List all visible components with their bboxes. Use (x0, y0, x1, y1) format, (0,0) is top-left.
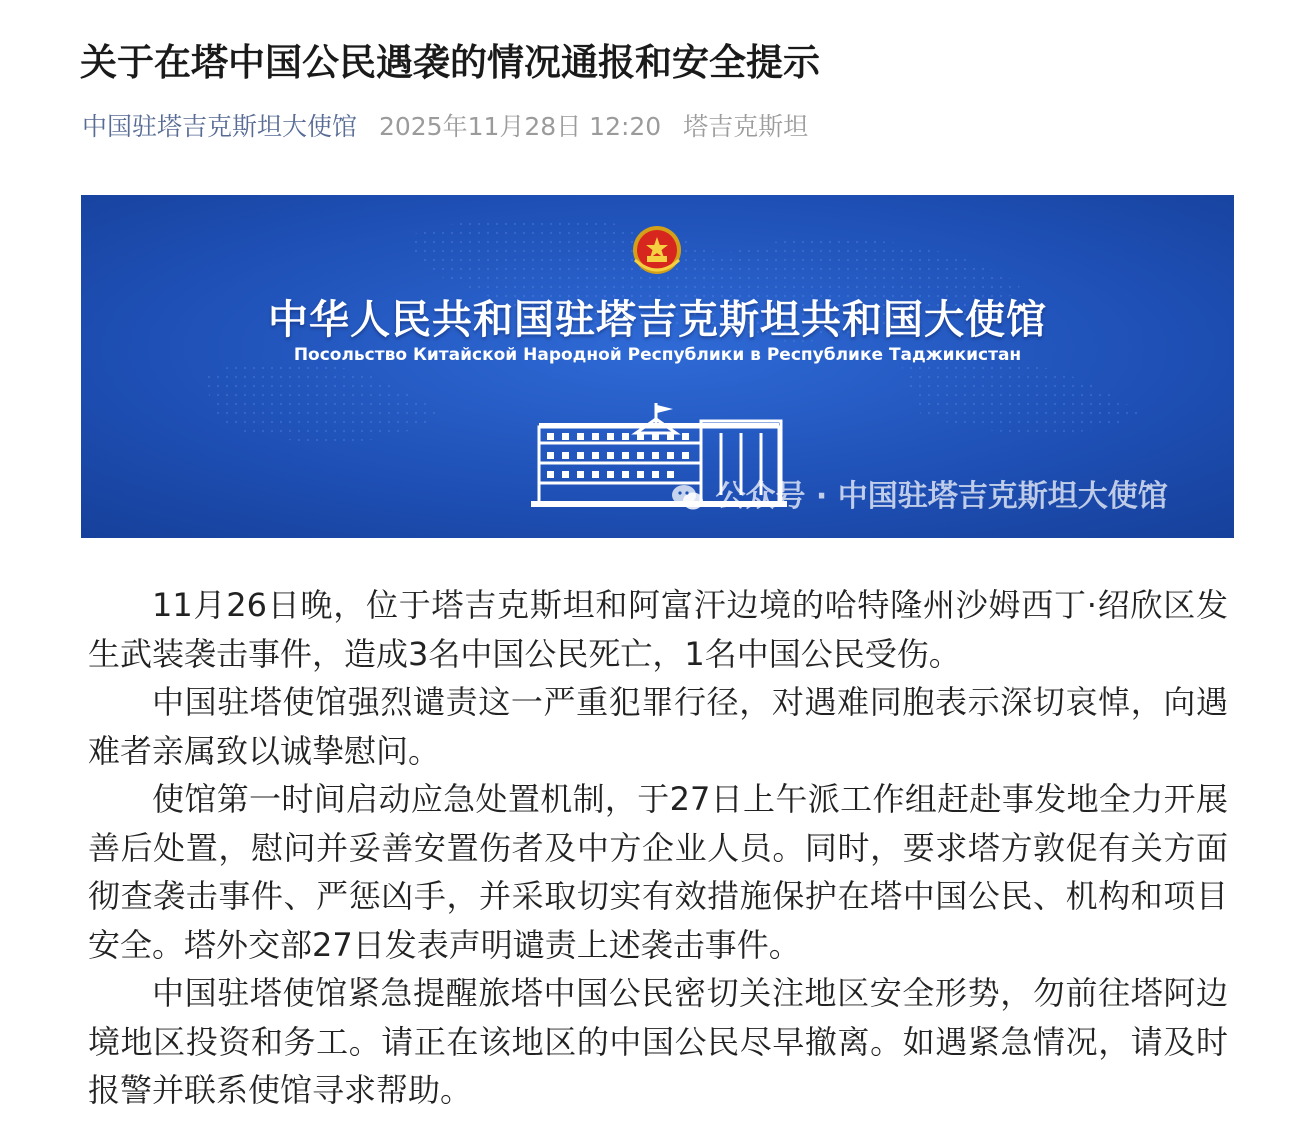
publish-datetime: 2025年11月28日 12:20 (378, 112, 662, 141)
banner-title-ru: Посольство Китайской Народной Республики в Республике Таджикистан (293, 345, 1022, 365)
header-banner-image (81, 195, 1234, 538)
watermark-text: 公众号 · 中国驻塔吉克斯坦大使馆 (715, 479, 1168, 514)
banner-title-cn: 中华人民共和国驻塔吉克斯坦共和国大使馆 (268, 297, 1047, 343)
paragraph: 使馆第一时间启动应急处置机制，于27日上午派工作组赶赴事发地全力开展善后处置，慰问并妥善安置伤者及中方企业人员。同时，要求塔方敦促有关方面彻查袭击事件、严惩凶手，并采取切实有效措施保护在塔中国公民、机构和项目安全。塔外交部27日发表声明谴责上述袭击事件。 (88, 780, 1228, 964)
wechat-watermark (671, 471, 1168, 515)
article-body (88, 581, 1228, 1115)
paragraph: 中国驻塔使馆强烈谴责这一严重犯罪行径，对遇难同胞表示深切哀悼，向遇难者亲属致以诚挚慰问。 (88, 683, 1228, 770)
wechat-icon (671, 484, 705, 512)
paragraph: 中国驻塔使馆紧急提醒旅塔中国公民密切关注地区安全形势，勿前往塔阿边境地区投资和务工。请正在该地区的中国公民尽早撤离。如遇紧急情况，请及时报警并联系使馆寻求帮助。 (88, 974, 1228, 1109)
article-meta (82, 107, 822, 143)
paragraph: 11月26日晚，位于塔吉克斯坦和阿富汗边境的哈特隆州沙姆西丁·绍欣区发生武装袭击事件，造成3名中国公民死亡，1名中国公民受伤。 (88, 586, 1228, 673)
account-name-link[interactable]: 中国驻塔吉克斯坦大使馆 (82, 112, 358, 141)
publish-location: 塔吉克斯坦 (683, 112, 809, 141)
article-title: 关于在塔中国公民遇袭的情况通报和安全提示 (80, 41, 820, 84)
national-emblem-icon (633, 226, 681, 274)
